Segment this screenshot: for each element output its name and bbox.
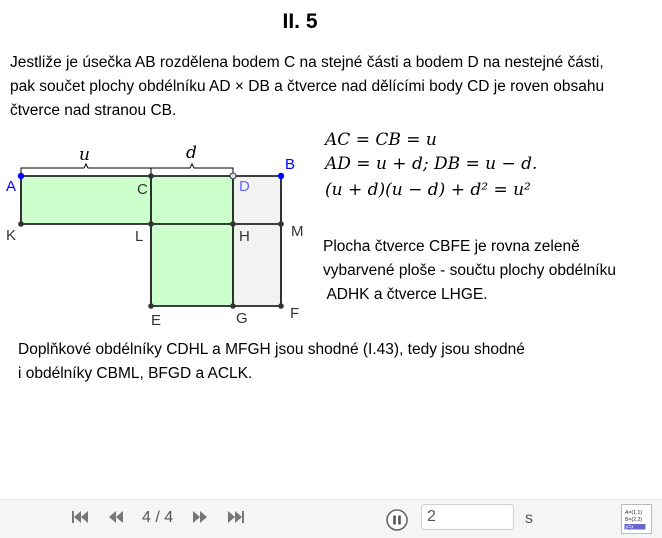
label-d-length: d bbox=[186, 143, 197, 163]
label-h: H bbox=[239, 228, 250, 245]
label-m: M bbox=[291, 223, 304, 240]
label-g: G bbox=[236, 310, 248, 327]
algebra-view-button[interactable] bbox=[621, 504, 652, 534]
point-l bbox=[148, 221, 154, 227]
point-c bbox=[148, 173, 154, 179]
point-h bbox=[230, 221, 236, 227]
rect-adhk bbox=[21, 176, 233, 224]
label-l: L bbox=[135, 228, 144, 245]
plocha-text bbox=[323, 235, 616, 307]
pause-icon bbox=[393, 516, 396, 525]
square-lhge bbox=[151, 224, 233, 306]
doplnkove-text bbox=[18, 338, 525, 386]
label-a: A bbox=[6, 178, 17, 195]
point-k bbox=[18, 221, 24, 227]
point-f bbox=[278, 303, 284, 309]
algebra-icon bbox=[625, 510, 646, 531]
step-counter: 4 / 4 bbox=[142, 509, 174, 526]
formula-line: (u + d)(u − d) + d² = u² bbox=[325, 180, 531, 200]
previous-step-button[interactable] bbox=[107, 510, 125, 524]
brace-d bbox=[151, 164, 233, 175]
point-m bbox=[278, 221, 284, 227]
formulas bbox=[325, 128, 537, 202]
svg-text:B=(2,2): B=(2,2) bbox=[625, 517, 643, 523]
doplnkove-line: Doplňkové obdélníky CDHL a MFGH jsou shodné (I.43), tedy jsou shodné bbox=[18, 341, 525, 358]
speed-unit: s bbox=[525, 510, 533, 527]
next-step-button[interactable] bbox=[191, 510, 209, 524]
point-e bbox=[148, 303, 154, 309]
pause-button[interactable] bbox=[386, 509, 408, 531]
formula-line: AC = CB = u bbox=[325, 130, 437, 150]
playback-toolbar bbox=[0, 499, 662, 538]
intro-text bbox=[10, 51, 650, 123]
plocha-line: Plocha čtverce CBFE je rovna zeleně bbox=[323, 238, 580, 255]
label-c: C bbox=[137, 181, 148, 198]
intro-line: Jestliže je úsečka AB rozdělena bodem C na stejné části a bodem D na nestejné části, bbox=[10, 54, 604, 71]
brace-u bbox=[21, 164, 151, 175]
geometry-diagram bbox=[0, 130, 320, 330]
point-a[interactable] bbox=[18, 173, 24, 179]
last-step-button[interactable] bbox=[227, 510, 245, 524]
intro-line: čtverce nad stranou CB. bbox=[10, 102, 177, 119]
point-d[interactable] bbox=[230, 173, 236, 179]
label-e: E bbox=[151, 312, 162, 329]
doplnkove-line: i obdélníky CBML, BFGD a ACLK. bbox=[18, 365, 253, 382]
svg-text:A=(1,1): A=(1,1) bbox=[625, 510, 643, 516]
svg-text:y=x: y=x bbox=[625, 524, 634, 531]
speed-input[interactable] bbox=[421, 504, 514, 530]
label-f: F bbox=[290, 305, 300, 322]
point-b[interactable] bbox=[278, 173, 284, 179]
point-g bbox=[230, 303, 236, 309]
label-d: D bbox=[239, 178, 250, 195]
plocha-line: vybarvené ploše - součtu plochy obdélníku bbox=[323, 262, 616, 279]
formula-line: AD = u + d; DB = u − d. bbox=[325, 154, 538, 174]
label-k: K bbox=[6, 227, 17, 244]
label-u: u bbox=[79, 145, 90, 165]
plocha-line: ADHK a čtverce LHGE. bbox=[323, 286, 488, 303]
first-step-button[interactable] bbox=[71, 510, 89, 524]
intro-line: pak součet plochy obdélníku AD × DB a čtverce nad dělícími body CD je roven obsahu bbox=[10, 78, 605, 95]
label-b: B bbox=[285, 156, 296, 173]
page-title: II. 5 bbox=[282, 10, 318, 33]
